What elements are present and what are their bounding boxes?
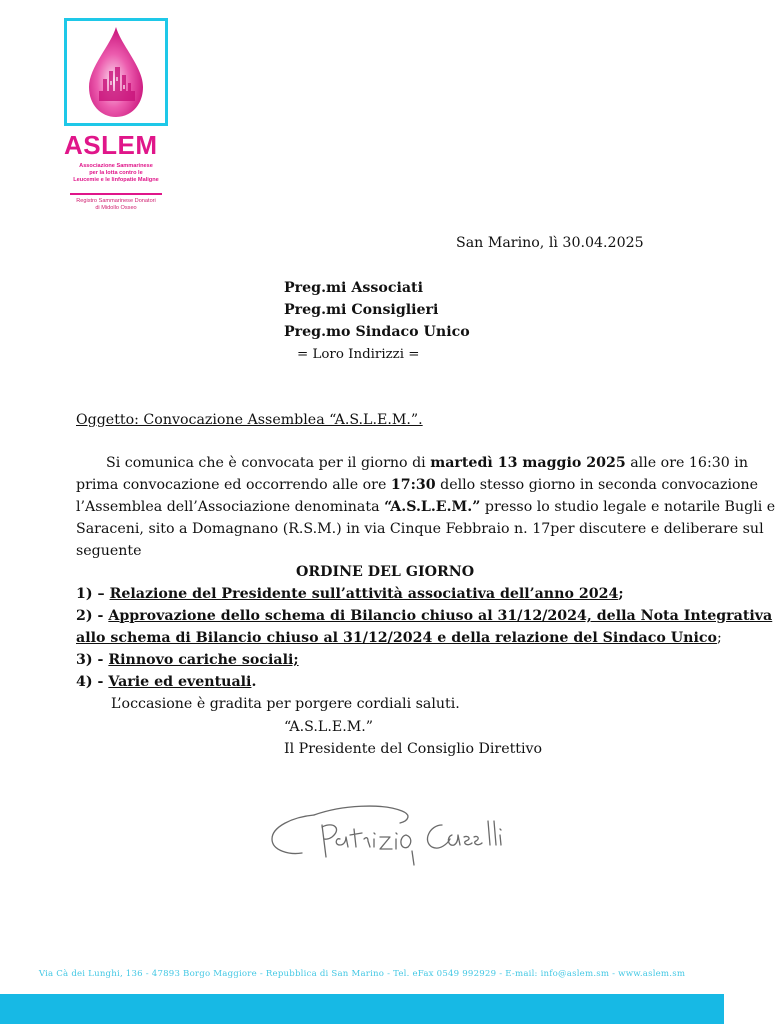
- body-line-5: seguente: [76, 543, 142, 559]
- signature-org: “A.S.L.E.M.”: [284, 719, 373, 735]
- logo-name: ASLEM: [64, 130, 158, 160]
- signature-role: Il Presidente del Consiglio Direttivo: [284, 741, 543, 757]
- agenda-item-3: 3) - Rinnovo cariche sociali;: [76, 652, 299, 668]
- closing-line: L’occasione è gradita per porgere cordiali saluti.: [111, 696, 460, 712]
- agenda-title: ORDINE DEL GIORNO: [296, 564, 475, 580]
- blood-drop-icon: [67, 21, 165, 123]
- handwritten-signature: [262, 795, 542, 870]
- body-line-4: Saraceni, sito a Domagnano (R.S.M.) in via Cinque Febbraio n. 17per discutere e deliberare sul: [76, 521, 764, 537]
- logo-divider: [70, 193, 162, 195]
- date-line: San Marino, lì 30.04.2025: [456, 235, 644, 251]
- body-line-1: Si comunica che è convocata per il giorno di martedì 13 maggio 2025 alle ore 16:30 in: [106, 455, 748, 471]
- recipient-consiglieri: Preg.mi Consiglieri: [284, 302, 439, 318]
- logo-frame: [64, 18, 168, 126]
- body-line-2: prima convocazione ed occorrendo alle ore 17:30 dello stesso giorno in seconda convocazione: [76, 477, 759, 493]
- recipient-sindaco: Preg.mo Sindaco Unico: [284, 324, 470, 340]
- logo-registry: Registro Sammarinese Donatori di Midollo Osseo: [76, 198, 156, 211]
- subject-line: Oggetto: Convocazione Assemblea “A.S.L.E.M.”.: [76, 412, 423, 428]
- recipients-note: = Loro Indirizzi =: [297, 347, 420, 362]
- aslem-logo: [64, 18, 168, 210]
- footer-contact: Via Cà dei Lunghi, 136 - 47893 Borgo Maggiore - Repubblica di San Marino - Tel. eFax 0549 992929 - E-mail: info@aslem.sm - www.aslem.sm: [38, 969, 686, 979]
- footer-bar: [0, 994, 724, 1024]
- agenda-item-2: 2) - Approvazione dello schema di Bilancio chiuso al 31/12/2024, della Nota Integrativa: [76, 608, 773, 624]
- agenda-item-4: 4) - Varie ed eventuali.: [76, 674, 257, 690]
- recipient-associati: Preg.mi Associati: [284, 280, 423, 296]
- logo-subtitle: Associazione Sammarinese per la lotta contro le Leucemie e le linfopatie Maligne: [73, 163, 159, 183]
- agenda-item-1: 1) – Relazione del Presidente sull’attività associativa dell’anno 2024;: [76, 586, 624, 602]
- agenda-item-2-cont: allo schema di Bilancio chiuso al 31/12/2024 e della relazione del Sindaco Unico;: [76, 630, 722, 646]
- body-line-3: l’Assemblea dell’Associazione denominata “A.S.L.E.M.” presso lo studio legale e notarile Bugli e: [76, 499, 775, 515]
